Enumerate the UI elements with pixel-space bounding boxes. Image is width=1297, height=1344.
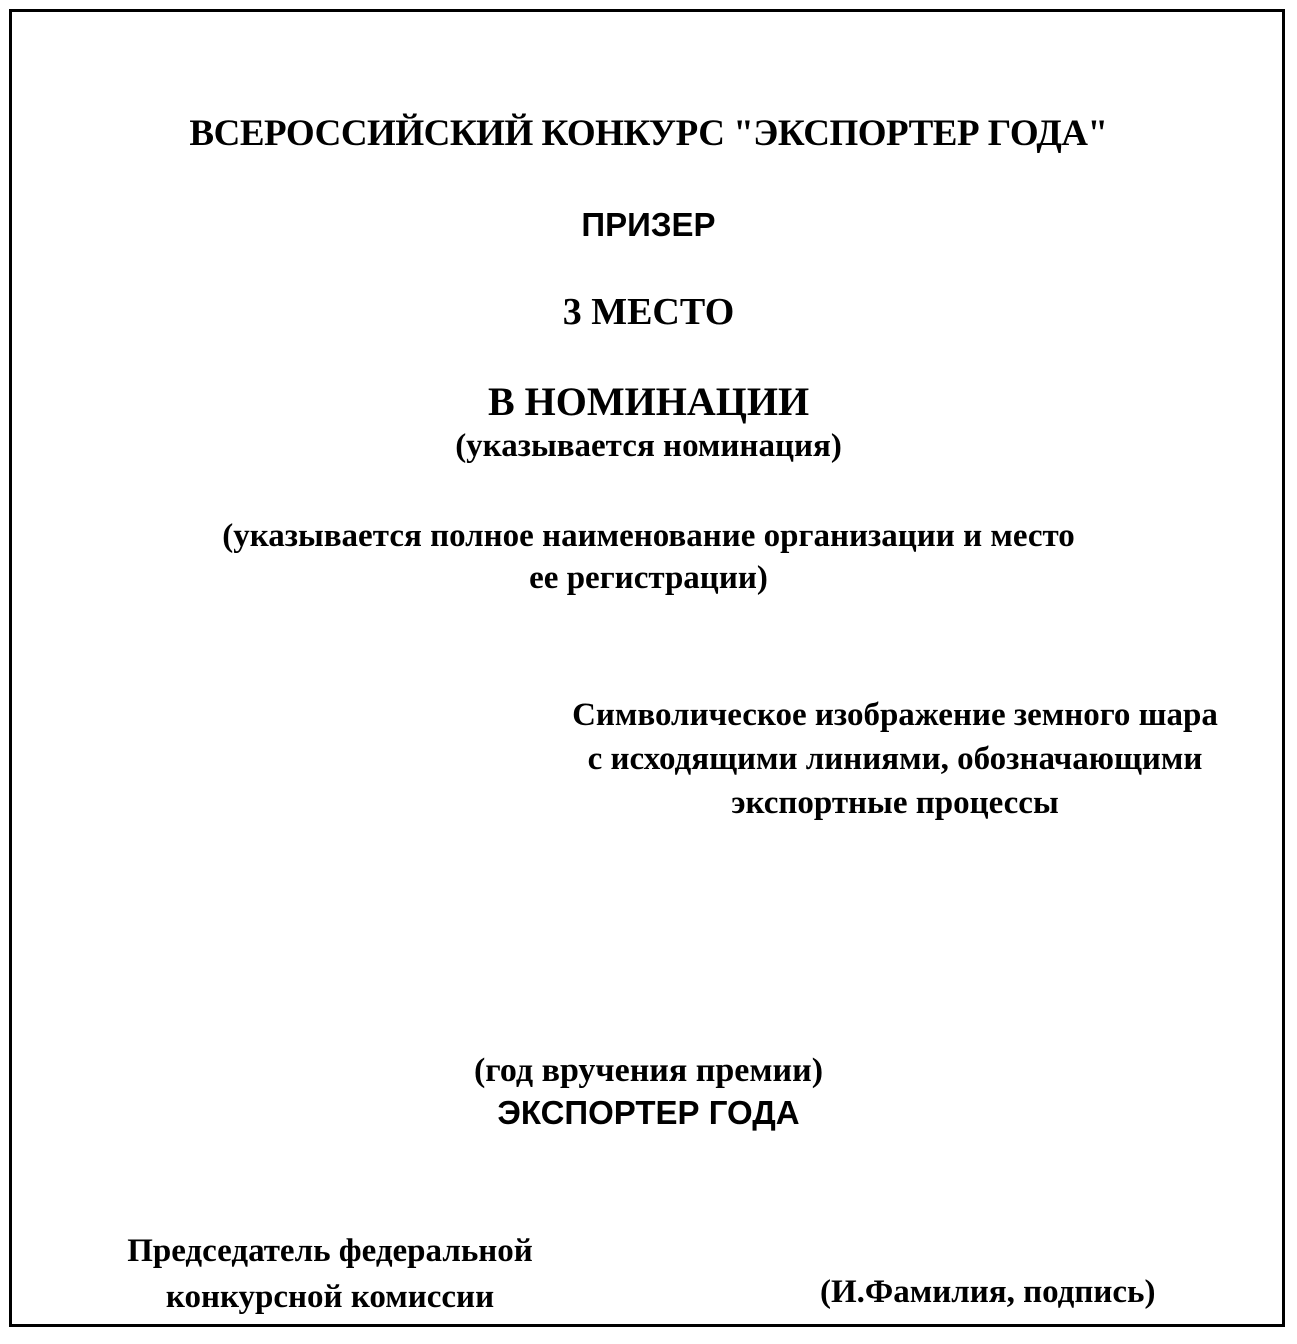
nomination-hint: (указывается номинация) [455, 428, 842, 464]
prize-label: ПРИЗЕР [581, 206, 716, 243]
emblem-line2: с исходящими линиями, обозначающими [587, 741, 1203, 777]
year-hint: (год вручения премии) [473, 1052, 824, 1089]
organization-hint-line1: (указывается полное наименование организации и место [222, 518, 1075, 554]
exporter-label: ЭКСПОРТЕР ГОДА [497, 1094, 800, 1131]
emblem-line3: экспортные процессы [731, 785, 1059, 821]
contest-title: ВСЕРОССИЙСКИЙ КОНКУРС "ЭКСПОРТЕР ГОДА" [189, 113, 1108, 154]
nomination-label: В НОМИНАЦИИ [487, 379, 810, 424]
emblem-description [515, 693, 1275, 825]
chairman-title [90, 1228, 570, 1320]
emblem-line1: Символическое изображение земного шара [572, 697, 1218, 733]
place-label: 3 МЕСТО [562, 291, 735, 333]
organization-hint [0, 515, 1297, 599]
signature-hint: (И.Фамилия, подпись) [820, 1274, 1156, 1310]
chairman-line2: конкурсной комиссии [165, 1279, 495, 1315]
chairman-line1: Председатель федеральной [127, 1233, 533, 1269]
organization-hint-line2: ее регистрации) [529, 560, 768, 596]
